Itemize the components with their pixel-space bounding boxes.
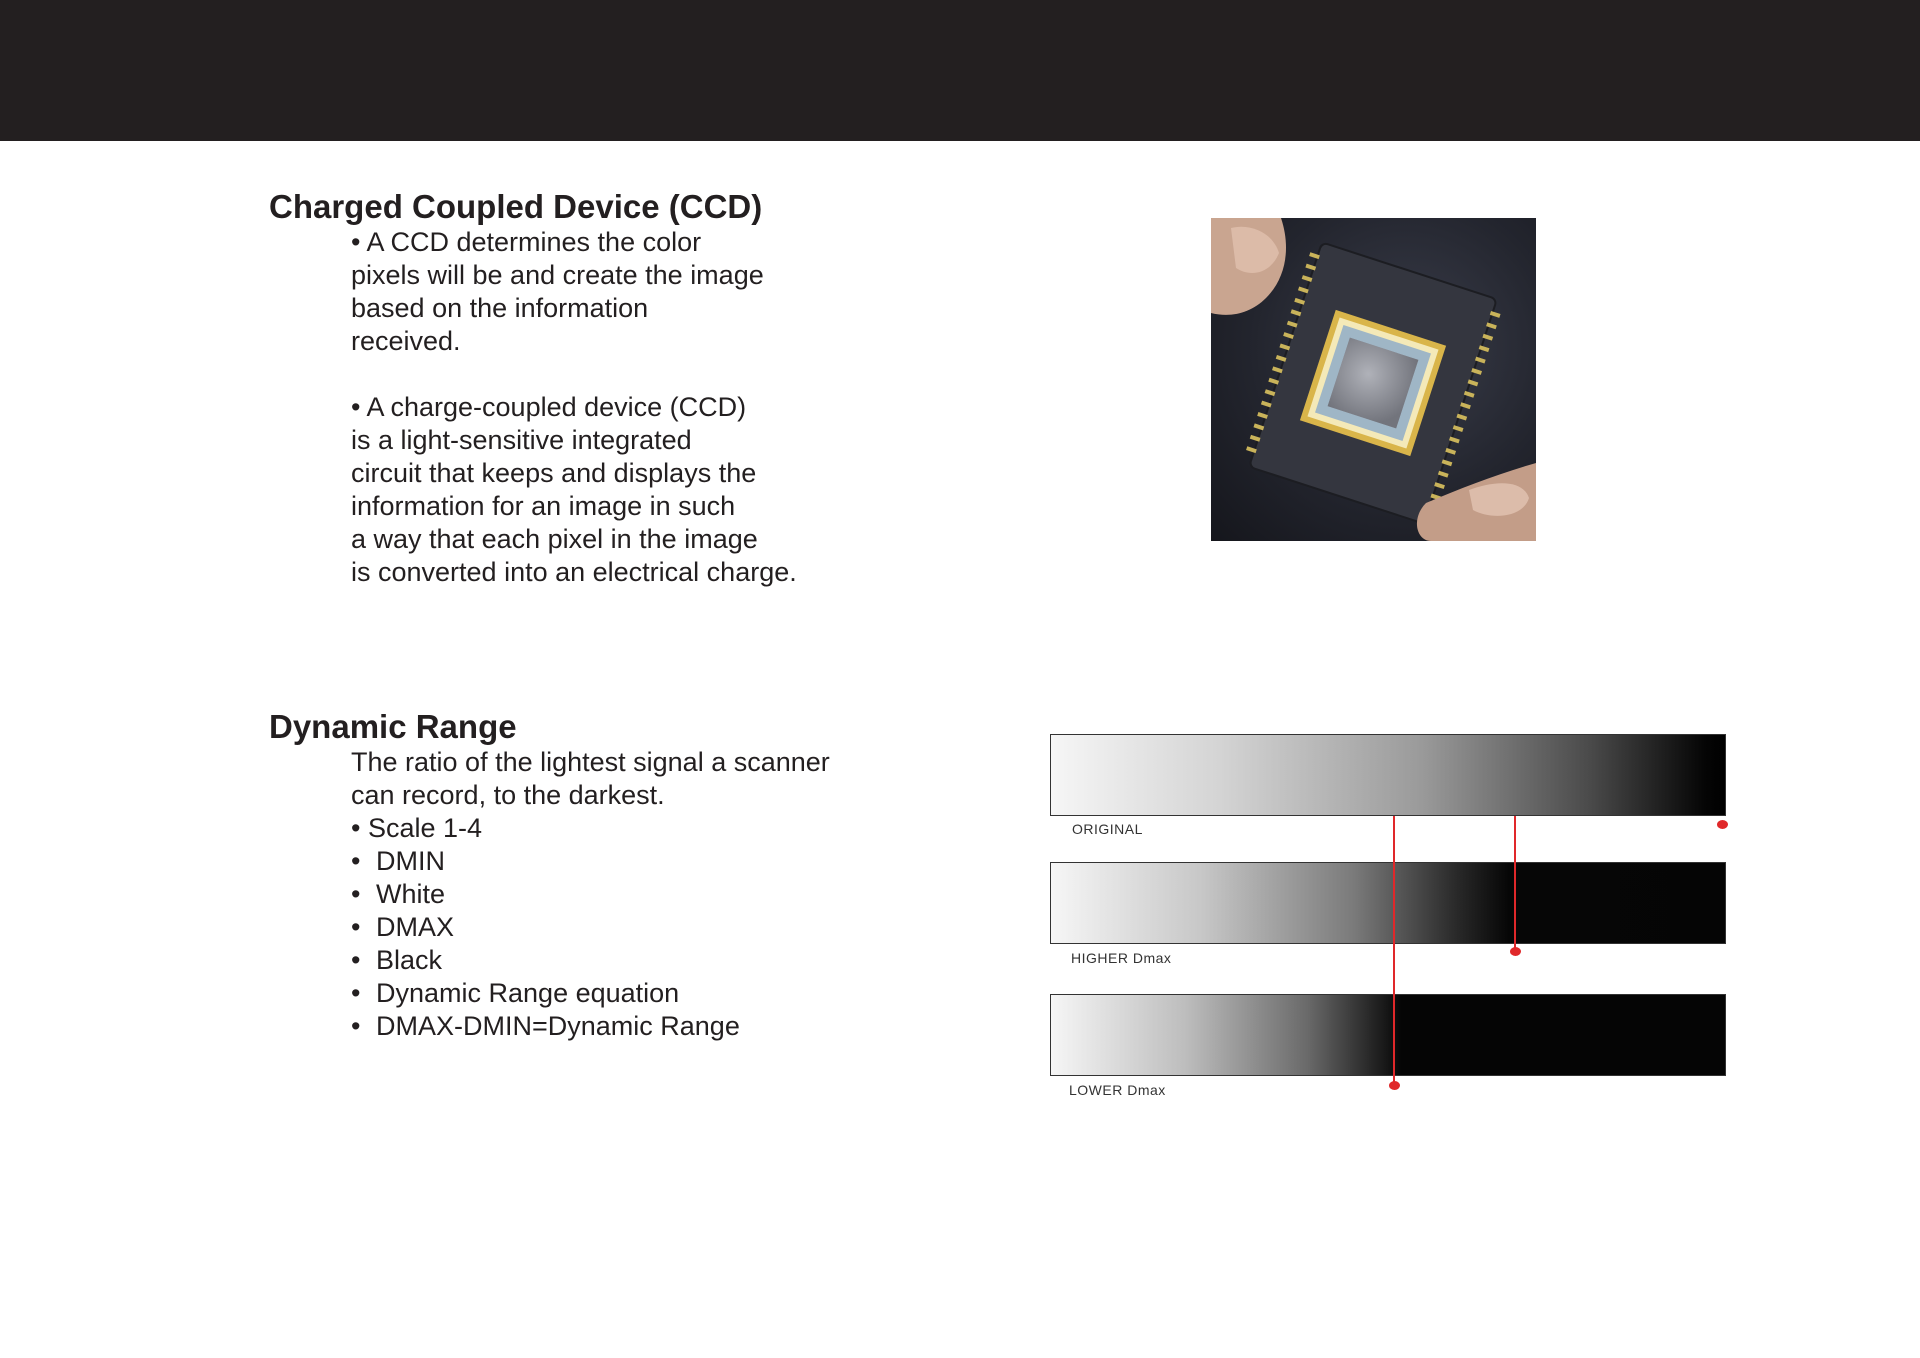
ccd-p1-line: pixels will be and create the image [351,260,764,290]
list-item [351,911,830,944]
list-item [351,944,830,977]
ccd-p2-line: information for an image in such [351,491,736,521]
bullet-text: DMIN [376,846,445,876]
bullet-text: Dynamic Range equation [376,978,680,1008]
ccd-chip-illustration [1211,218,1536,541]
original-dmax-marker-dot [1717,820,1728,829]
ccd-chip-photo [1211,218,1536,541]
ccd-p2-line: is a light-sensitive integrated [351,425,692,455]
ccd-description [351,226,797,589]
dynamic-range-heading: Dynamic Range [269,708,517,745]
gradient-bar-higher-dmax [1050,862,1726,944]
gradient-bar-original [1050,734,1726,816]
bullet-glyph: • [351,945,361,975]
bullet-text: DMAX-DMIN=Dynamic Range [376,1011,740,1041]
ccd-p2-line: • A charge-coupled device (CCD) [351,392,747,422]
dr-intro-line: can record, to the darkest. [351,780,665,810]
list-item [351,977,830,1010]
label-higher-dmax: HIGHER Dmax [1071,950,1172,966]
dynamic-range-description [351,746,830,1043]
dr-scale-line: • Scale 1-4 [351,813,483,843]
ccd-p2-line: a way that each pixel in the image [351,524,758,554]
ccd-p1-line: • A CCD determines the color [351,227,702,257]
label-lower-dmax: LOWER Dmax [1069,1082,1166,1098]
lower-dmax-marker-line [1393,816,1395,1086]
list-item [351,1010,830,1043]
higher-dmax-marker-line [1514,816,1516,948]
list-item [351,878,830,911]
dr-bullet-list [351,845,830,1043]
ccd-p1-line: received. [351,326,461,356]
gradient-bar-lower-dmax [1050,994,1726,1076]
bullet-glyph: • [351,879,361,909]
bullet-glyph: • [351,1011,361,1041]
bullet-text: White [376,879,446,909]
bullet-glyph: • [351,978,361,1008]
ccd-p2-line: is converted into an electrical charge. [351,557,797,587]
dr-intro-line: The ratio of the lightest signal a scanner [351,747,830,777]
bullet-glyph: • [351,846,361,876]
bullet-glyph: • [351,912,361,942]
lower-dmax-marker-dot [1389,1081,1400,1090]
ccd-heading: Charged Coupled Device (CCD) [269,188,763,225]
label-original: ORIGINAL [1072,821,1143,837]
ccd-p2-line: circuit that keeps and displays the [351,458,757,488]
top-banner [0,0,1920,141]
ccd-p1-line: based on the information [351,293,649,323]
bullet-text: DMAX [376,912,455,942]
list-item [351,845,830,878]
higher-dmax-marker-dot [1510,947,1521,956]
bullet-text: Black [376,945,443,975]
dynamic-range-figure [1045,728,1745,1108]
paragraph-gap [351,358,797,391]
